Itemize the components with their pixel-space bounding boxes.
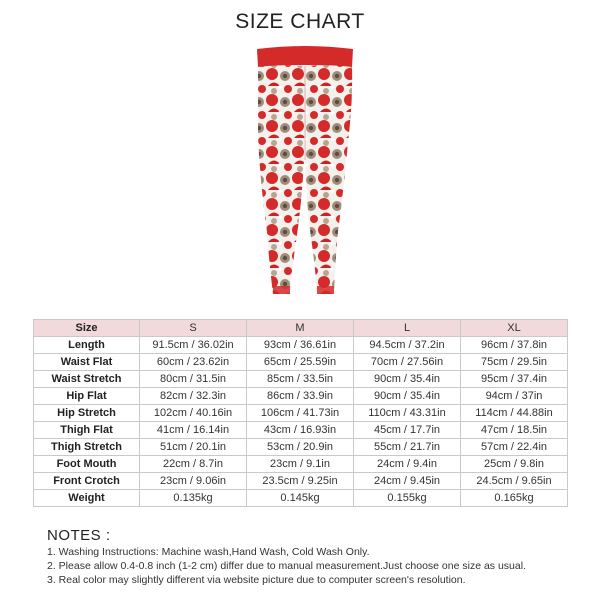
table-row [34, 473, 568, 490]
page-title: SIZE CHART [235, 10, 365, 33]
table-cell: 0.165kg [461, 490, 568, 507]
row-label: Hip Flat [34, 388, 140, 405]
table-cell: 75cm / 29.5in [461, 354, 568, 371]
table-cell: 23cm / 9.1in [247, 456, 354, 473]
table-header-size: Size [34, 320, 140, 337]
row-label: Waist Flat [34, 354, 140, 371]
table-cell: 85cm / 33.5in [247, 371, 354, 388]
table-cell: 51cm / 20.1in [140, 439, 247, 456]
table-header-m: M [247, 320, 354, 337]
row-label: Waist Stretch [34, 371, 140, 388]
table-row [34, 422, 568, 439]
table-cell: 90cm / 35.4in [354, 388, 461, 405]
table-cell: 102cm / 40.16in [140, 405, 247, 422]
table-row [34, 456, 568, 473]
note-item: 3. Real color may slightly different via website picture due to computer screen's resolution. [47, 574, 466, 586]
table-cell: 53cm / 20.9in [247, 439, 354, 456]
table-cell: 70cm / 27.56in [354, 354, 461, 371]
product-image [240, 42, 370, 304]
table-cell: 96cm / 37.8in [461, 337, 568, 354]
table-row [34, 371, 568, 388]
leggings-icon [240, 42, 370, 304]
table-header-row [34, 320, 568, 337]
note-item: 1. Washing Instructions: Machine wash,Hand Wash, Cold Wash Only. [47, 546, 370, 558]
table-cell: 91.5cm / 36.02in [140, 337, 247, 354]
table-row [34, 388, 568, 405]
table-cell: 93cm / 36.61in [247, 337, 354, 354]
row-label: Foot Mouth [34, 456, 140, 473]
notes-list [47, 545, 526, 587]
table-cell: 45cm / 17.7in [354, 422, 461, 439]
table-cell: 22cm / 8.7in [140, 456, 247, 473]
row-label: Thigh Stretch [34, 439, 140, 456]
table-cell: 106cm / 41.73in [247, 405, 354, 422]
table-row [34, 439, 568, 456]
table-cell: 47cm / 18.5in [461, 422, 568, 439]
table-cell: 80cm / 31.5in [140, 371, 247, 388]
table-cell: 0.155kg [354, 490, 461, 507]
table-cell: 82cm / 32.3in [140, 388, 247, 405]
table-cell: 24cm / 9.45in [354, 473, 461, 490]
table-cell: 110cm / 43.31in [354, 405, 461, 422]
table-cell: 90cm / 35.4in [354, 371, 461, 388]
table-cell: 114cm / 44.88in [461, 405, 568, 422]
table-cell: 0.135kg [140, 490, 247, 507]
table-cell: 55cm / 21.7in [354, 439, 461, 456]
table-cell: 94.5cm / 37.2in [354, 337, 461, 354]
table-cell: 94cm / 37in [461, 388, 568, 405]
table-header-s: S [140, 320, 247, 337]
table-row [34, 337, 568, 354]
note-item: 2. Please allow 0.4-0.8 inch (1-2 cm) differ due to manual measurement.Just choose one size as usual. [47, 560, 526, 572]
table-cell: 86cm / 33.9in [247, 388, 354, 405]
table-cell: 25cm / 9.8in [461, 456, 568, 473]
table-cell: 60cm / 23.62in [140, 354, 247, 371]
row-label: Hip Stretch [34, 405, 140, 422]
table-cell: 57cm / 22.4in [461, 439, 568, 456]
table-cell: 43cm / 16.93in [247, 422, 354, 439]
table-header-xl: XL [461, 320, 568, 337]
table-cell: 23cm / 9.06in [140, 473, 247, 490]
table-cell: 24cm / 9.4in [354, 456, 461, 473]
row-label: Thigh Flat [34, 422, 140, 439]
table-cell: 23.5cm / 9.25in [247, 473, 354, 490]
table-cell: 65cm / 25.59in [247, 354, 354, 371]
table-row [34, 490, 568, 507]
table-cell: 95cm / 37.4in [461, 371, 568, 388]
row-label: Length [34, 337, 140, 354]
table-cell: 41cm / 16.14in [140, 422, 247, 439]
size-table [33, 319, 568, 507]
table-row [34, 405, 568, 422]
row-label: Weight [34, 490, 140, 507]
table-cell: 24.5cm / 9.65in [461, 473, 568, 490]
table-cell: 0.145kg [247, 490, 354, 507]
row-label: Front Crotch [34, 473, 140, 490]
table-row [34, 354, 568, 371]
notes-title: NOTES : [47, 527, 111, 544]
table-header-l: L [354, 320, 461, 337]
